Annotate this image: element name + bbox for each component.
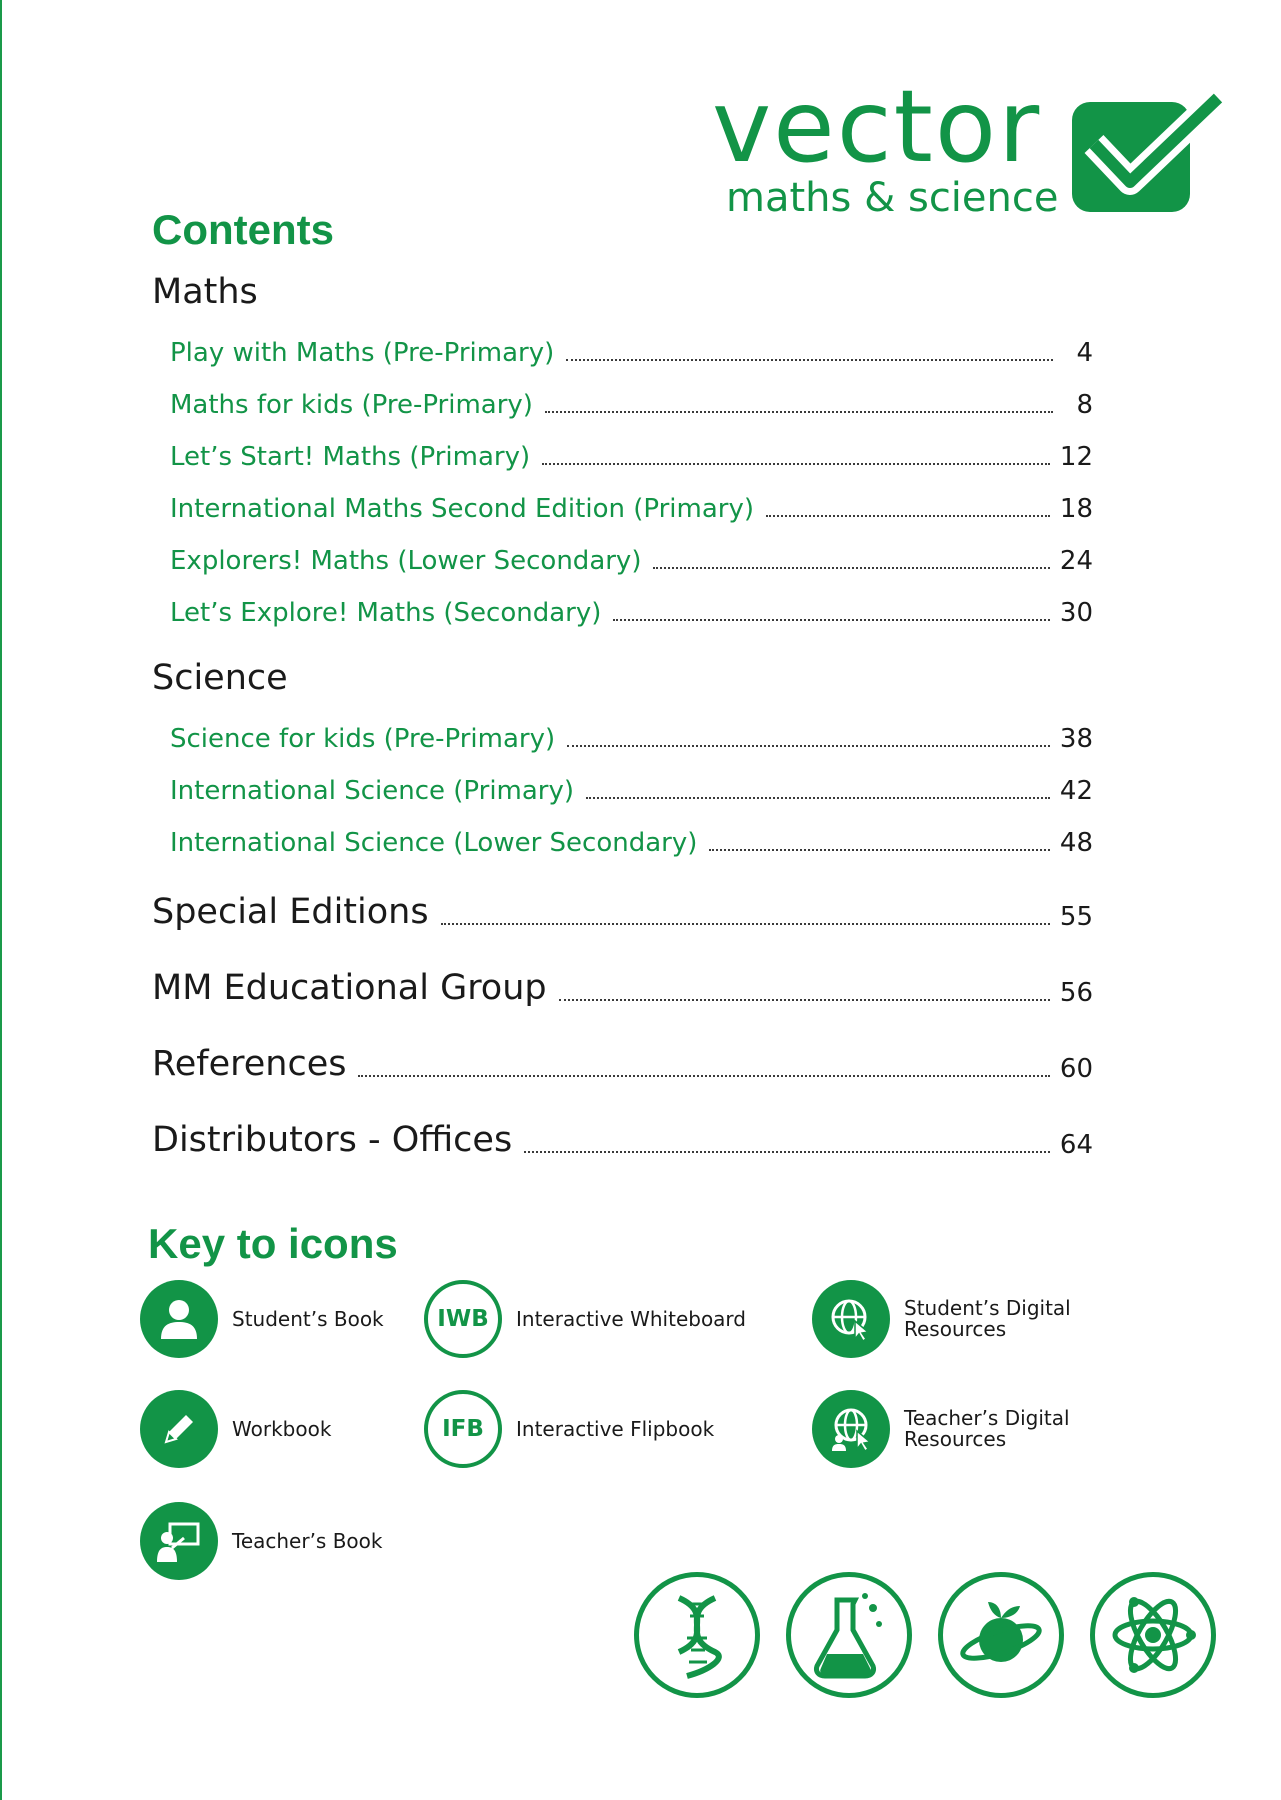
- key-label-line-2: Resources: [904, 1317, 1007, 1341]
- dot-leader: [545, 411, 1053, 413]
- pencil-icon: [140, 1390, 218, 1468]
- key-label: Interactive Flipbook: [516, 1416, 715, 1441]
- toc-entry-title: International Science (Primary): [170, 776, 575, 806]
- toc-entry-special-editions[interactable]: [152, 886, 1093, 934]
- atom-icon: [1090, 1572, 1216, 1698]
- toc-entry-page: 56: [1059, 978, 1093, 1008]
- toc-entry-page: 30: [1059, 598, 1093, 628]
- toc-entry-page: 60: [1059, 1054, 1093, 1084]
- toc-entry[interactable]: [170, 716, 1093, 756]
- toc-entry-title: References: [152, 1044, 347, 1084]
- dot-leader: [766, 515, 1050, 517]
- key-interactive-flipbook: [424, 1390, 714, 1468]
- toc-entry-title: MM Educational Group: [152, 968, 547, 1008]
- toc-entry-mm-educational-group[interactable]: [152, 962, 1093, 1010]
- toc-entry-title: Distributors - Offices: [152, 1120, 513, 1160]
- toc-entry-references[interactable]: [152, 1038, 1093, 1086]
- dot-leader: [613, 619, 1050, 621]
- key-teachers-book: [140, 1502, 383, 1580]
- key-label: Teacher’s Book: [232, 1528, 383, 1553]
- dot-leader: [542, 463, 1050, 465]
- logo-tagline: maths & science: [726, 175, 1059, 221]
- toc-entry-page: 18: [1059, 494, 1093, 524]
- toc-entry-page: 55: [1059, 902, 1093, 932]
- key-workbook: [140, 1390, 331, 1468]
- dot-leader: [566, 359, 1053, 361]
- toc-entry[interactable]: [170, 330, 1093, 370]
- student-icon: [140, 1280, 218, 1358]
- toc-entry-title: Science for kids (Pre-Primary): [170, 724, 556, 754]
- dot-leader: [653, 567, 1049, 569]
- toc-entry-title: International Maths Second Edition (Primary): [170, 494, 754, 524]
- toc-entry[interactable]: [170, 382, 1093, 422]
- toc-entry[interactable]: [170, 590, 1093, 630]
- key-label: Workbook: [232, 1416, 332, 1441]
- toc-entry-title: Let’s Start! Maths (Primary): [170, 442, 531, 472]
- key-label-line-1: Teacher’s Digital: [904, 1406, 1070, 1430]
- toc-entry-page: 12: [1059, 442, 1093, 472]
- dot-leader: [358, 1075, 1049, 1077]
- planet-icon: [938, 1572, 1064, 1698]
- page-edge-rule: [0, 0, 2, 1800]
- toc-entry-page: 8: [1076, 390, 1093, 420]
- toc-entry-title: Play with Maths (Pre-Primary): [170, 338, 555, 368]
- toc-entry[interactable]: [170, 538, 1093, 578]
- globe-teacher-icon: [812, 1390, 890, 1468]
- flask-icon: [786, 1572, 912, 1698]
- toc-entry[interactable]: [170, 820, 1093, 860]
- dot-leader: [567, 745, 1050, 747]
- toc-entry-page: 64: [1059, 1130, 1093, 1160]
- key-teachers-digital-resources: [812, 1390, 1084, 1468]
- toc-entry-title: Special Editions: [152, 892, 429, 932]
- maths-heading: Maths: [152, 272, 258, 312]
- dna-icon: [634, 1572, 760, 1698]
- toc-entry-title: Maths for kids (Pre-Primary): [170, 390, 533, 420]
- logo-wordmark: vector: [712, 68, 1042, 185]
- key-students-book: [140, 1280, 384, 1358]
- dot-leader: [709, 849, 1050, 851]
- dot-leader: [559, 999, 1050, 1001]
- toc-entry-title: Explorers! Maths (Lower Secondary): [170, 546, 642, 576]
- toc-entry[interactable]: [170, 434, 1093, 474]
- key-students-digital-resources: [812, 1280, 1084, 1358]
- iwb-badge-text: IWB: [437, 1306, 489, 1332]
- iwb-icon: [424, 1280, 502, 1358]
- key-label-line-2: Resources: [904, 1427, 1007, 1451]
- toc-entry-page: 38: [1059, 724, 1093, 754]
- dot-leader: [524, 1151, 1050, 1153]
- globe-cursor-icon: [812, 1280, 890, 1358]
- toc-entry[interactable]: [170, 768, 1093, 808]
- toc-entry-page: 4: [1076, 338, 1093, 368]
- toc-entry[interactable]: [170, 486, 1093, 526]
- toc-entry-title: International Science (Lower Secondary): [170, 828, 698, 858]
- key-label-line-1: Student’s Digital: [904, 1296, 1071, 1320]
- toc-entry-page: 48: [1059, 828, 1093, 858]
- ifb-icon: [424, 1390, 502, 1468]
- science-heading: Science: [152, 658, 288, 698]
- contents-title: Contents: [152, 206, 334, 253]
- key-interactive-whiteboard: [424, 1280, 746, 1358]
- key-label: [904, 1408, 1084, 1450]
- toc-entry-page: 24: [1059, 546, 1093, 576]
- key-label: Student’s Book: [232, 1306, 384, 1331]
- teacher-board-icon: [140, 1502, 218, 1580]
- dot-leader: [441, 923, 1050, 925]
- science-icon-strip: [634, 1572, 1216, 1698]
- ifb-badge-text: IFB: [442, 1416, 484, 1442]
- dot-leader: [586, 797, 1050, 799]
- toc-entry-distributors-offices[interactable]: [152, 1114, 1093, 1162]
- key-to-icons-title: Key to icons: [148, 1220, 398, 1267]
- vector-logo: [712, 68, 1232, 232]
- toc-entry-page: 42: [1059, 776, 1093, 806]
- key-label: Interactive Whiteboard: [516, 1306, 746, 1331]
- checkmark-logo-icon: [1068, 86, 1228, 216]
- toc-entry-title: Let’s Explore! Maths (Secondary): [170, 598, 602, 628]
- key-label: [904, 1298, 1084, 1340]
